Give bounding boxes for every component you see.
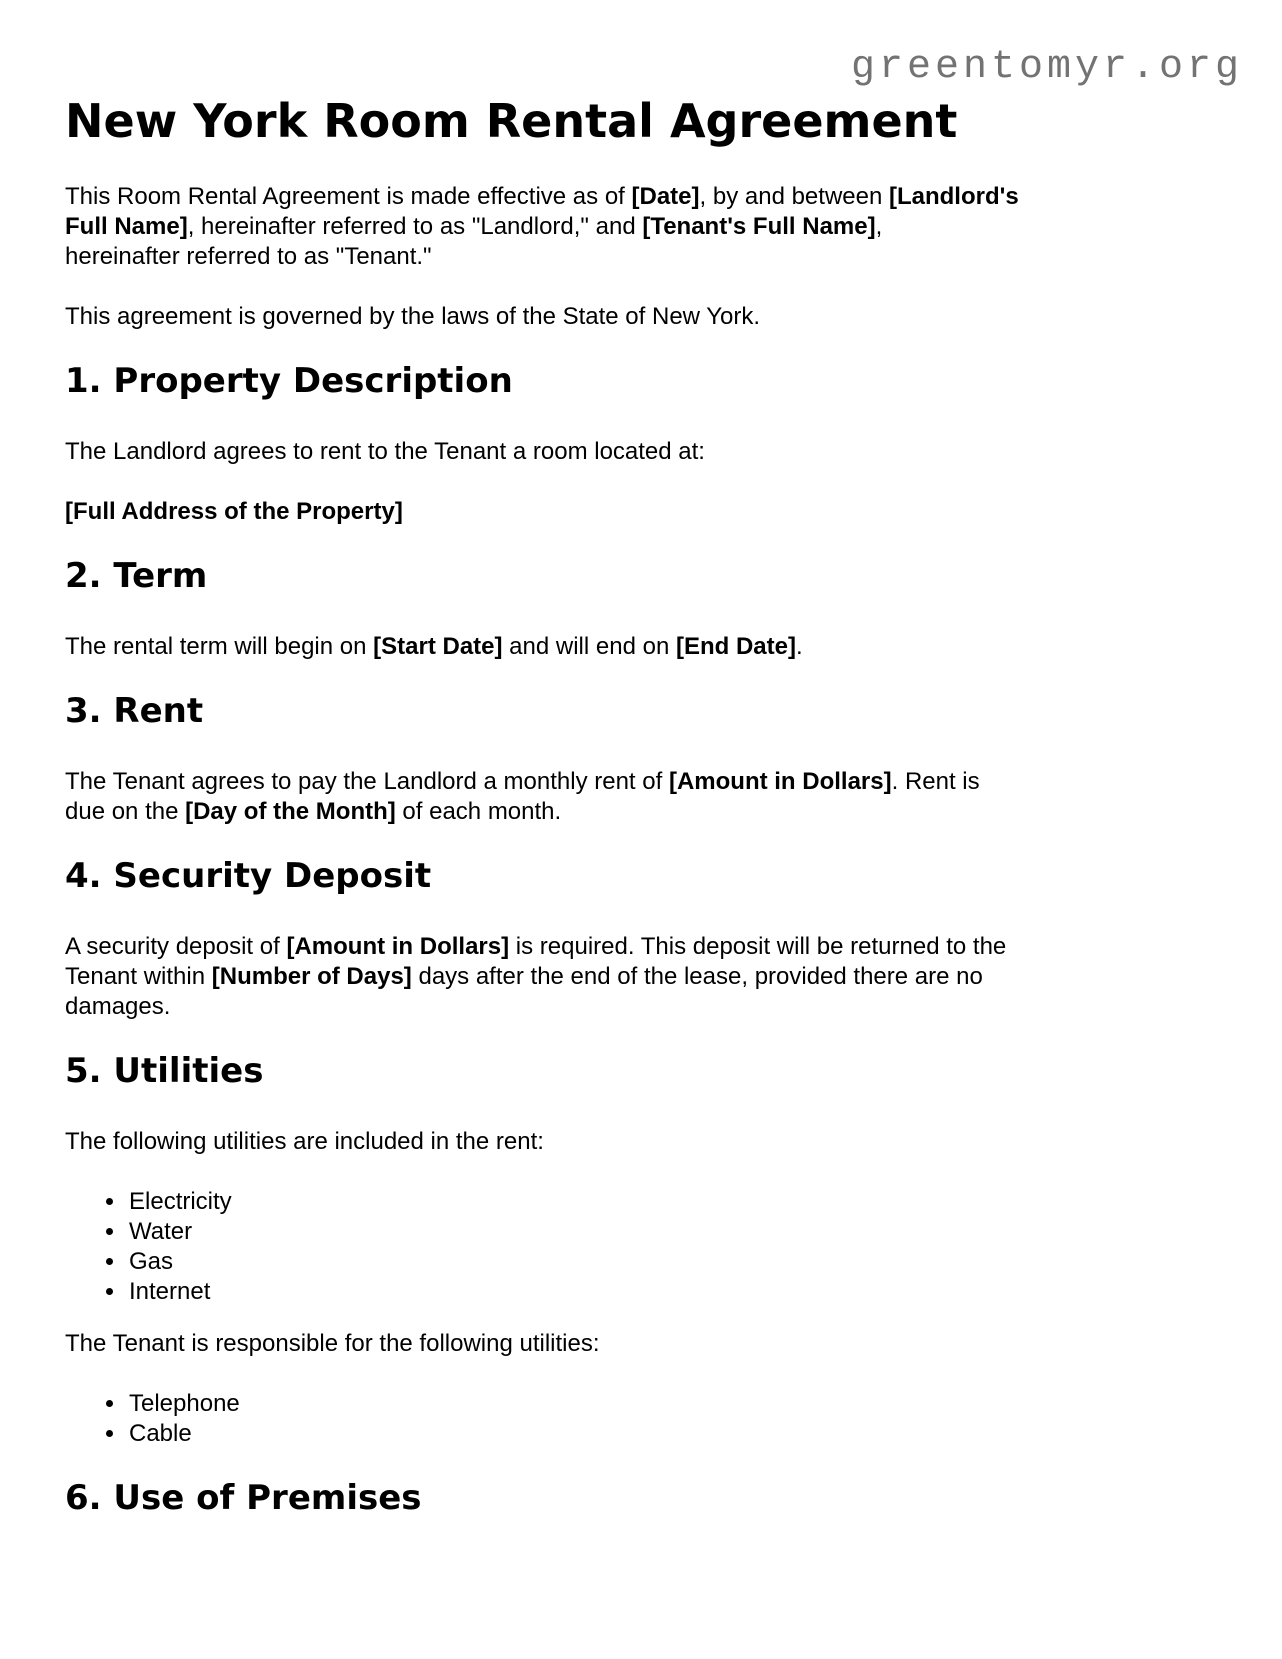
included-utilities-list — [65, 1187, 1217, 1307]
list-item-gas: • Gas — [127, 1247, 1217, 1277]
list-item-electricity: • Electricity — [127, 1187, 1217, 1217]
placeholder-return-days: [Number of Days] — [211, 963, 412, 990]
section-heading-property-description: 1. Property Description — [65, 361, 513, 401]
utilities-tenant-intro: The Tenant is responsible for the following utilities: — [65, 1330, 600, 1357]
text-segment: , by and between — [699, 183, 889, 210]
list-item-cable: • Cable — [127, 1419, 1217, 1449]
governing-law-paragraph: This agreement is governed by the laws of the State of New York. — [65, 303, 761, 330]
list-item-internet: • Internet — [127, 1277, 1217, 1307]
section-heading-security-deposit: 4. Security Deposit — [65, 856, 432, 896]
utilities-included-intro: The following utilities are included in the rent: — [65, 1128, 544, 1155]
document-title: New York Room Rental Agreement — [65, 94, 958, 148]
section-heading-use-of-premises: 6. Use of Premises — [65, 1478, 422, 1518]
placeholder-end-date: [End Date] — [675, 633, 796, 660]
text-segment: is required. This deposit will be returned to the — [509, 933, 1007, 960]
list-item-telephone: • Telephone — [127, 1389, 1217, 1419]
text-segment: , — [875, 213, 883, 240]
text-segment: and will end on — [502, 633, 676, 660]
text-segment: damages. — [65, 993, 171, 1020]
text-segment: of each month. — [395, 798, 562, 825]
rent-paragraph — [65, 767, 1217, 827]
placeholder-deposit-amount: [Amount in Dollars] — [286, 933, 510, 960]
placeholder-tenant-name: [Tenant's Full Name] — [642, 213, 876, 240]
placeholder-start-date: [Start Date] — [373, 633, 503, 660]
intro-paragraph — [65, 182, 1217, 272]
text-segment: Tenant within — [65, 963, 212, 990]
placeholder-full-address: [Full Address of the Property] — [65, 498, 403, 525]
property-paragraph: The Landlord agrees to rent to the Tenant a room located at: — [65, 438, 705, 465]
text-segment: due on the — [65, 798, 186, 825]
section-heading-term: 2. Term — [65, 556, 208, 596]
text-segment: A security deposit of — [65, 933, 287, 960]
text-segment: , hereinafter referred to as "Landlord," and — [187, 213, 643, 240]
list-item-water: • Water — [127, 1217, 1217, 1247]
text-segment: This Room Rental Agreement is made effective as of — [65, 183, 632, 210]
text-segment: . — [795, 633, 803, 660]
placeholder-due-day: [Day of the Month] — [185, 798, 396, 825]
tenant-utilities-list — [65, 1389, 1217, 1449]
text-segment: . Rent is — [891, 768, 980, 795]
placeholder-landlord-name-part1: [Landlord's — [888, 183, 1019, 210]
text-segment: The Tenant agrees to pay the Landlord a monthly rent of — [65, 768, 669, 795]
placeholder-date: [Date] — [631, 183, 700, 210]
site-watermark: greentomyr.org — [850, 45, 1243, 90]
placeholder-landlord-name-part2: Full Name] — [65, 213, 188, 240]
section-heading-rent: 3. Rent — [65, 691, 204, 731]
section-heading-utilities: 5. Utilities — [65, 1051, 264, 1091]
placeholder-rent-amount: [Amount in Dollars] — [668, 768, 892, 795]
term-paragraph — [65, 632, 1217, 662]
security-deposit-paragraph — [65, 932, 1217, 1022]
text-segment: days after the end of the lease, provided there are no — [411, 963, 983, 990]
text-segment: The rental term will begin on — [65, 633, 374, 660]
text-segment: hereinafter referred to as "Tenant." — [65, 243, 432, 270]
